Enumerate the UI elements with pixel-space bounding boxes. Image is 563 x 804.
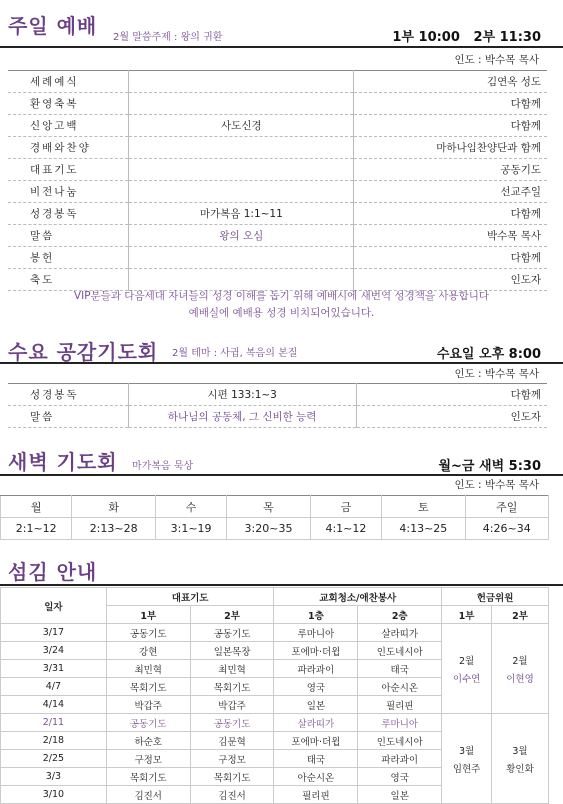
duty-cell-f1: 태국 — [274, 750, 358, 768]
order-item-leader: 마하나임찬양단과 함께 — [354, 137, 547, 159]
order-item-label: 축도 — [8, 269, 129, 291]
duty-cell-f2: 영국 — [358, 768, 442, 786]
duty-header-date: 일자 — [1, 588, 107, 624]
duty-cell-f1: 루마니아 — [274, 624, 358, 642]
order-item-detail: 왕의 오심 — [129, 225, 354, 247]
order-item-leader: 선교주일 — [354, 181, 547, 203]
order-item-detail — [129, 159, 354, 181]
order-row — [8, 203, 547, 225]
duty-cell-p1: 공동기도 — [106, 624, 190, 642]
order-row — [8, 225, 547, 247]
dawn-range: 4:26~34 — [465, 518, 548, 540]
duty-cell-f1: 필리핀 — [274, 786, 358, 804]
duty-header-f2: 2층 — [358, 606, 442, 624]
order-item-label: 봉헌 — [8, 247, 129, 269]
order-row — [8, 115, 547, 137]
duty-cell-f2: 일본 — [358, 786, 442, 804]
duty-cell-date: 2/11 — [1, 714, 107, 732]
duty-cell-p1: 목회기도 — [106, 678, 190, 696]
duty-cell-p1: 김진서 — [106, 786, 190, 804]
duty-cell-p1: 공동기도 — [106, 714, 190, 732]
dawn-schedule-table — [0, 495, 549, 540]
duty-cell-date: 2/18 — [1, 732, 107, 750]
dawn-subtitle: 마가복음 묵상 — [132, 461, 194, 472]
dawn-range: 2:13~28 — [72, 518, 155, 540]
dawn-day: 수 — [155, 496, 226, 518]
duty-cell-p2: 일본목장 — [190, 642, 274, 660]
duty-cell-f2: 태국 — [358, 660, 442, 678]
duty-cell-date: 3/24 — [1, 642, 107, 660]
order-item-detail: 마가복음 1:1~11 — [129, 203, 354, 225]
dawn-day: 금 — [310, 496, 381, 518]
sunday-leader: 인도 : 박수목 목사 — [454, 54, 539, 66]
wednesday-rule — [0, 362, 563, 364]
order-item-leader: 공동기도 — [354, 159, 547, 181]
order-item-leader: 다함께 — [354, 115, 547, 137]
duty-cell-date: 3/3 — [1, 768, 107, 786]
order-item-label: 성경봉독 — [8, 203, 129, 225]
duty-cell-f1: 파라과이 — [274, 660, 358, 678]
dawn-range: 4:1~12 — [310, 518, 381, 540]
order-item-detail: 하나님의 공동체, 그 신비한 능력 — [128, 406, 356, 428]
offering-feb-2 — [492, 624, 549, 714]
duty-cell-p1: 구정모 — [106, 750, 190, 768]
order-item-label: 말씀 — [8, 406, 128, 428]
order-item-leader: 다함께 — [354, 93, 547, 115]
duty-cell-f1: 살라띠가 — [274, 714, 358, 732]
duty-rule — [0, 584, 563, 586]
duty-cell-f1: 영국 — [274, 678, 358, 696]
order-item-detail — [129, 71, 354, 93]
order-item-detail — [129, 137, 354, 159]
duty-row — [1, 714, 549, 732]
wednesday-order-table — [8, 383, 547, 428]
duty-cell-p2: 목회기도 — [190, 678, 274, 696]
order-row — [8, 159, 547, 181]
dawn-range: 3:1~19 — [155, 518, 226, 540]
duty-cell-date: 2/25 — [1, 750, 107, 768]
offering-month: 2월 — [512, 655, 528, 667]
order-item-detail — [129, 181, 354, 203]
sunday-title: 주일 예배 — [8, 14, 98, 38]
duty-cell-f2: 파라과이 — [358, 750, 442, 768]
duty-cell-date: 3/10 — [1, 786, 107, 804]
order-item-detail: 시편 133:1~3 — [128, 384, 356, 406]
order-item-detail — [129, 93, 354, 115]
order-item-leader: 인도자 — [354, 269, 547, 291]
order-row — [8, 93, 547, 115]
wednesday-subtitle: 2월 테마 : 사귐, 복음의 본질 — [172, 348, 298, 359]
duty-header-prayer: 대표기도 — [106, 588, 274, 606]
duty-table — [0, 587, 549, 804]
sunday-rule — [0, 46, 563, 48]
order-item-label: 환영축복 — [8, 93, 129, 115]
order-item-label: 세례예식 — [8, 71, 129, 93]
duty-cell-p2: 김문혁 — [190, 732, 274, 750]
order-item-leader: 다함께 — [354, 203, 547, 225]
order-row — [8, 247, 547, 269]
duty-cell-f2: 루마니아 — [358, 714, 442, 732]
order-row — [8, 137, 547, 159]
dawn-rule — [0, 474, 563, 476]
offering-month: 3월 — [458, 745, 475, 757]
duty-cell-p1: 목회기도 — [106, 768, 190, 786]
duty-cell-f2: 인도네시아 — [358, 732, 442, 750]
sunday-note: VIP분들과 다음세대 자녀들의 성경 이해를 돕기 위해 예배시에 새번역 성경책을 사용합니다 — [73, 290, 490, 302]
duty-cell-f1: 아순시온 — [274, 768, 358, 786]
order-row — [8, 384, 547, 406]
order-item-label: 말씀 — [8, 225, 129, 247]
dawn-range: 4:13~25 — [382, 518, 465, 540]
offering-mar-1 — [442, 714, 492, 804]
dawn-range: 2:1~12 — [1, 518, 72, 540]
dawn-day: 목 — [227, 496, 310, 518]
duty-header-o2: 2부 — [492, 606, 549, 624]
order-row — [8, 406, 547, 428]
order-item-label: 신앙고백 — [8, 115, 129, 137]
duty-header-cleaning: 교회청소/애찬봉사 — [274, 588, 442, 606]
sunday-order-table — [8, 70, 547, 291]
duty-cell-f2: 필리핀 — [358, 696, 442, 714]
offering-person: 이수연 — [452, 673, 481, 685]
duty-cell-p1: 하순호 — [106, 732, 190, 750]
duty-title: 섬김 안내 — [8, 560, 98, 584]
order-item-label: 경배와찬양 — [8, 137, 129, 159]
dawn-title: 새벽 기도회 — [8, 450, 118, 474]
duty-cell-p1: 강현 — [106, 642, 190, 660]
duty-cell-date: 4/14 — [1, 696, 107, 714]
offering-feb-1 — [442, 624, 492, 714]
order-item-leader: 인도자 — [356, 406, 547, 428]
duty-cell-p1: 최민혁 — [106, 660, 190, 678]
duty-cell-p2: 공동기도 — [190, 624, 274, 642]
duty-cell-f2: 인도네시아 — [358, 642, 442, 660]
duty-cell-p1: 박갑주 — [106, 696, 190, 714]
dawn-leader: 인도 : 박수목 목사 — [454, 479, 539, 491]
sunday-subtitle: 2월 말씀주제 : 왕의 귀환 — [113, 32, 223, 43]
duty-row — [1, 624, 549, 642]
offering-mar-2 — [492, 714, 549, 804]
offering-month: 3월 — [512, 745, 528, 757]
duty-header-p1: 1부 — [106, 606, 190, 624]
duty-cell-p2: 김진서 — [190, 786, 274, 804]
wednesday-title: 수요 공감기도회 — [8, 340, 159, 364]
dawn-range: 3:20~35 — [227, 518, 310, 540]
order-item-leader: 다함께 — [354, 247, 547, 269]
dawn-day: 주일 — [465, 496, 548, 518]
offering-month: 2월 — [458, 655, 475, 667]
duty-cell-f1: 포에마·더윕 — [274, 642, 358, 660]
duty-cell-date: 3/31 — [1, 660, 107, 678]
offering-person: 황인화 — [506, 763, 534, 775]
wednesday-time: 수요일 오후 8:00 — [436, 347, 541, 362]
order-item-leader: 김연옥 성도 — [354, 71, 547, 93]
duty-cell-date: 3/17 — [1, 624, 107, 642]
duty-cell-p2: 공동기도 — [190, 714, 274, 732]
sunday-times: 1부 10:00 2부 11:30 — [392, 30, 541, 45]
order-item-detail — [129, 247, 354, 269]
order-item-detail: 사도신경 — [129, 115, 354, 137]
wednesday-leader: 인도 : 박수목 목사 — [454, 368, 539, 380]
order-item-leader: 박수목 목사 — [354, 225, 547, 247]
dawn-day: 화 — [72, 496, 155, 518]
order-item-label: 성경봉독 — [8, 384, 128, 406]
sunday-note-2: 예배실에 예배용 성경 비치되어있습니다. — [188, 307, 375, 319]
duty-cell-f1: 일본 — [274, 696, 358, 714]
duty-header-o1: 1부 — [442, 606, 492, 624]
offering-person: 임현주 — [452, 763, 481, 775]
duty-header-f1: 1층 — [274, 606, 358, 624]
order-row — [8, 71, 547, 93]
order-item-label: 대표기도 — [8, 159, 129, 181]
offering-person: 이현영 — [506, 673, 534, 685]
duty-header-p2: 2부 — [190, 606, 274, 624]
dawn-time: 월~금 새벽 5:30 — [438, 459, 541, 474]
duty-cell-p2: 목회기도 — [190, 768, 274, 786]
order-row — [8, 181, 547, 203]
duty-cell-f2: 아순시온 — [358, 678, 442, 696]
dawn-day: 토 — [382, 496, 465, 518]
duty-cell-f2: 살라띠가 — [358, 624, 442, 642]
order-item-label: 비전나눔 — [8, 181, 129, 203]
duty-cell-date: 4/7 — [1, 678, 107, 696]
duty-cell-p2: 최민혁 — [190, 660, 274, 678]
duty-cell-f1: 포에마·더윕 — [274, 732, 358, 750]
duty-cell-p2: 박갑주 — [190, 696, 274, 714]
dawn-day: 월 — [1, 496, 72, 518]
order-item-leader: 다함께 — [356, 384, 547, 406]
duty-header-offering: 헌금위원 — [442, 588, 549, 606]
duty-cell-p2: 구정모 — [190, 750, 274, 768]
